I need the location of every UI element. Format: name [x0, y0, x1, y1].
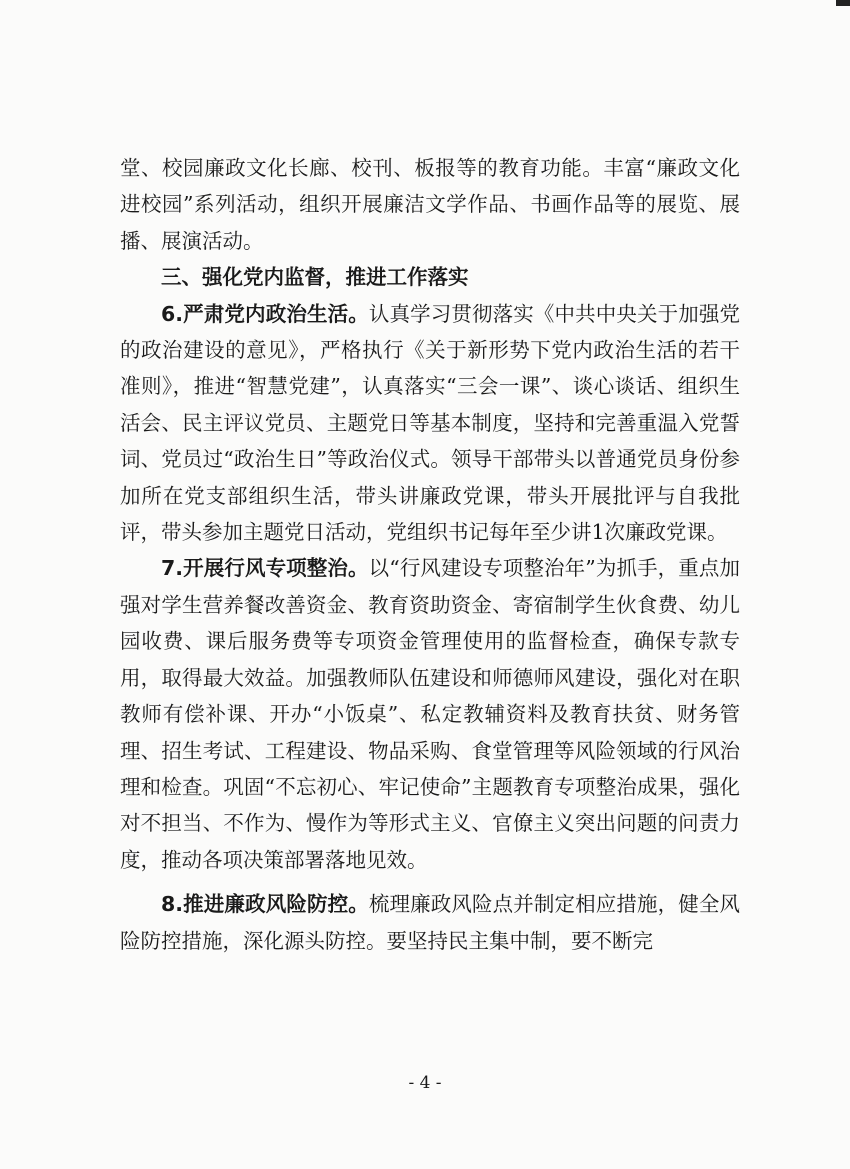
item-7-body: 以“行风建设专项整治年”为抓手，重点加强对学生营养餐改善资金、教育资助资金、寄宿制学生伙食费、幼儿园收费、课后服务费等专项资金管理使用的监督检查，确保专款专用，取得最大效益。加强教师队伍建设和师德师风建设，强化对在职教师有偿补课、开办“小饭桌”、私定教辅资料及教育扶贫、财务管理、招生考试、工程建设、物品采购、食堂管理等风险领域的行风治理和检查。巩固“不忘初心、牢记使命”主题教育专项整治成果，强化对不担当、不作为、慢作为等形式主义、官僚主义突出问题的问责力度，推动各项决策部署落地见效。 — [120, 556, 740, 872]
paragraph-continued: 堂、校园廉政文化长廊、校刊、板报等的教育功能。丰富“廉政文化进校园”系列活动，组织开展廉洁文学作品、书画作品等的展览、展播、展演活动。 — [120, 156, 740, 253]
item-8-paragraph — [120, 886, 740, 959]
document-body — [120, 150, 740, 959]
section-heading: 三、强化党内监督，推进工作落实 — [161, 265, 469, 290]
item-6-lead: 6.严肃党内政治生活。 — [161, 301, 369, 326]
item-7-lead: 7.开展行风专项整治。 — [161, 556, 369, 581]
item-8-body: 梳理廉政风险点并制定相应措施，健全风险防控措施，深化源头防控。要坚持民主集中制，要不断完 — [120, 892, 740, 953]
item-8-lead: 8.推进廉政风险防控。 — [161, 892, 369, 917]
item-6-body: 认真学习贯彻落实《中共中央关于加强党的政治建设的意见》，严格执行《关于新形势下党内政治生活的若干准则》，推进“智慧党建”，认真落实“三会一课”、谈心谈话、组织生活会、民主评议党员、主题党日等基本制度，坚持和完善重温入党誓词、党员过“政治生日”等政治仪式。领导干部带头以普通党员身份参加所在党支部组织生活，带头讲廉政党课，带头开展批评与自我批评，带头参加主题党日活动，党组织书记每年至少讲1次廉政党课。 — [120, 301, 740, 545]
scan-corner-mark — [836, 0, 850, 6]
item-6-paragraph — [120, 296, 740, 551]
page-number: - 4 - — [408, 1073, 442, 1093]
item-7-paragraph — [120, 550, 740, 878]
